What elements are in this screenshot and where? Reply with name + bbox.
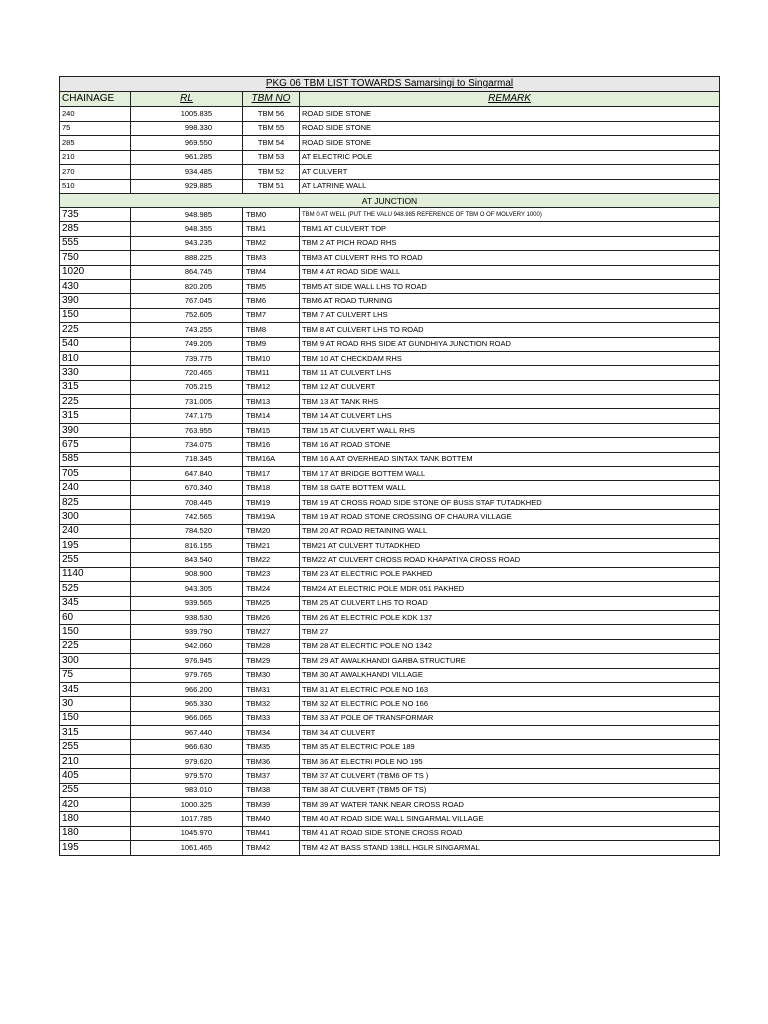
tbm-table bbox=[59, 76, 720, 856]
tbm-no-cell[interactable]: TBM30 bbox=[243, 668, 300, 682]
chainage-cell[interactable]: 405 bbox=[60, 769, 131, 783]
tbm-list-sheet bbox=[59, 76, 719, 856]
sheet-title-cell[interactable] bbox=[60, 77, 720, 92]
chainage-cell[interactable]: 30 bbox=[60, 697, 131, 711]
table-row bbox=[60, 107, 720, 122]
chainage-cell[interactable]: 540 bbox=[60, 337, 131, 351]
chainage-cell[interactable]: 210 bbox=[60, 150, 131, 165]
rl-cell[interactable]: 763.955 bbox=[131, 423, 243, 437]
table-row bbox=[60, 380, 720, 394]
rl-cell[interactable]: 979.620 bbox=[131, 754, 243, 768]
chainage-cell[interactable]: 150 bbox=[60, 308, 131, 322]
table-row bbox=[60, 121, 720, 136]
rl-cell[interactable]: 961.285 bbox=[131, 150, 243, 165]
title-row bbox=[60, 77, 720, 92]
tbm-no-cell[interactable]: TBM9 bbox=[243, 337, 300, 351]
table-row bbox=[60, 409, 720, 423]
rl-cell[interactable]: 743.255 bbox=[131, 323, 243, 337]
remark-cell[interactable]: TBM 33 AT POLE OF TRANSFORMAR bbox=[300, 711, 720, 725]
tbm-no-cell[interactable]: TBM4 bbox=[243, 265, 300, 279]
rl-cell[interactable]: 969.550 bbox=[131, 136, 243, 151]
tbm-no-cell[interactable]: TBM15 bbox=[243, 423, 300, 437]
tbm-no-cell[interactable]: TBM10 bbox=[243, 351, 300, 365]
remark-cell[interactable]: TBM22 AT CULVERT CROSS ROAD KHAPATIYA CROSS ROAD bbox=[300, 553, 720, 567]
chainage-cell[interactable]: 240 bbox=[60, 481, 131, 495]
tbm-no-cell[interactable]: TBM17 bbox=[243, 467, 300, 481]
chainage-cell[interactable]: 810 bbox=[60, 351, 131, 365]
tbm-no-cell[interactable]: TBM16 bbox=[243, 438, 300, 452]
remark-cell[interactable]: TBM21 AT CULVERT TUTADKHED bbox=[300, 538, 720, 552]
remark-cell[interactable]: TBM 11 AT CULVERT LHS bbox=[300, 366, 720, 380]
remark-cell[interactable]: TBM6 AT ROAD TURNING bbox=[300, 294, 720, 308]
remark-cell[interactable]: TBM 27 bbox=[300, 625, 720, 639]
remark-cell[interactable]: TBM 36 AT ELECTRI POLE NO 195 bbox=[300, 754, 720, 768]
tbm-no-cell[interactable]: TBM25 bbox=[243, 596, 300, 610]
remark-cell[interactable]: TBM 34 AT CULVERT bbox=[300, 726, 720, 740]
header-rl[interactable]: RL bbox=[131, 92, 243, 107]
tbm-no-cell[interactable]: TBM31 bbox=[243, 682, 300, 696]
chainage-cell[interactable]: 240 bbox=[60, 107, 131, 122]
table-row bbox=[60, 423, 720, 437]
rl-cell[interactable]: 784.520 bbox=[131, 524, 243, 538]
tbm-no-cell[interactable]: TBM26 bbox=[243, 610, 300, 624]
rl-cell[interactable]: 939.565 bbox=[131, 596, 243, 610]
rl-cell[interactable]: 843.540 bbox=[131, 553, 243, 567]
tbm-no-cell[interactable]: TBM40 bbox=[243, 812, 300, 826]
rl-cell[interactable]: 998.330 bbox=[131, 121, 243, 136]
remark-cell[interactable]: AT LATRINE WALL bbox=[300, 179, 720, 194]
table-row bbox=[60, 812, 720, 826]
table-row bbox=[60, 136, 720, 151]
rl-cell[interactable]: 979.570 bbox=[131, 769, 243, 783]
table-row bbox=[60, 639, 720, 653]
tbm-no-cell[interactable]: TBM8 bbox=[243, 323, 300, 337]
chainage-cell[interactable]: 315 bbox=[60, 409, 131, 423]
rl-cell[interactable]: 647.840 bbox=[131, 467, 243, 481]
chainage-cell[interactable]: 255 bbox=[60, 553, 131, 567]
remark-cell[interactable]: TBM 15 AT CULVERT WALL RHS bbox=[300, 423, 720, 437]
rl-cell[interactable]: 983.010 bbox=[131, 783, 243, 797]
tbm-no-cell[interactable]: TBM14 bbox=[243, 409, 300, 423]
tbm-no-cell[interactable]: TBM22 bbox=[243, 553, 300, 567]
tbm-no-cell[interactable]: TBM 55 bbox=[243, 121, 300, 136]
rl-cell[interactable]: 948.985 bbox=[131, 208, 243, 222]
table-row bbox=[60, 726, 720, 740]
table-row bbox=[60, 783, 720, 797]
remark-cell[interactable]: ROAD SIDE STONE bbox=[300, 121, 720, 136]
table-row bbox=[60, 553, 720, 567]
chainage-cell[interactable]: 180 bbox=[60, 826, 131, 840]
tbm-no-cell[interactable]: TBM0 bbox=[243, 208, 300, 222]
section-row bbox=[60, 194, 720, 208]
remark-cell[interactable]: ROAD SIDE STONE bbox=[300, 107, 720, 122]
rl-cell[interactable]: 718.345 bbox=[131, 452, 243, 466]
chainage-cell[interactable]: 555 bbox=[60, 236, 131, 250]
rl-cell[interactable]: 1061.465 bbox=[131, 841, 243, 855]
chainage-cell[interactable]: 225 bbox=[60, 395, 131, 409]
remark-cell[interactable]: AT ELECTRIC POLE bbox=[300, 150, 720, 165]
table-row bbox=[60, 236, 720, 250]
table-row bbox=[60, 524, 720, 538]
tbm-no-cell[interactable]: TBM12 bbox=[243, 380, 300, 394]
table-row bbox=[60, 265, 720, 279]
rl-cell[interactable]: 705.215 bbox=[131, 380, 243, 394]
table-row bbox=[60, 208, 720, 222]
chainage-cell[interactable]: 195 bbox=[60, 538, 131, 552]
table-row bbox=[60, 769, 720, 783]
table-row bbox=[60, 481, 720, 495]
rl-cell[interactable]: 816.155 bbox=[131, 538, 243, 552]
table-row bbox=[60, 668, 720, 682]
rl-cell[interactable]: 752.605 bbox=[131, 308, 243, 322]
rl-cell[interactable]: 979.765 bbox=[131, 668, 243, 682]
chainage-cell[interactable]: 210 bbox=[60, 754, 131, 768]
table-row bbox=[60, 179, 720, 194]
table-row bbox=[60, 625, 720, 639]
chainage-cell[interactable]: 585 bbox=[60, 452, 131, 466]
remark-cell[interactable]: TBM 30 AT AWALKHANDI VILLAGE bbox=[300, 668, 720, 682]
tbm-no-cell[interactable]: TBM7 bbox=[243, 308, 300, 322]
chainage-cell[interactable]: 150 bbox=[60, 711, 131, 725]
table-row bbox=[60, 366, 720, 380]
table-row bbox=[60, 452, 720, 466]
remark-cell[interactable]: TBM 42 AT BASS STAND 138LL HGLR SINGARMAL bbox=[300, 841, 720, 855]
chainage-cell[interactable]: 300 bbox=[60, 654, 131, 668]
rl-cell[interactable]: 734.075 bbox=[131, 438, 243, 452]
table-row bbox=[60, 251, 720, 265]
rl-cell[interactable]: 820.205 bbox=[131, 279, 243, 293]
rl-cell[interactable]: 742.565 bbox=[131, 510, 243, 524]
remark-cell[interactable]: TBM5 AT SIDE WALL LHS TO ROAD bbox=[300, 279, 720, 293]
remark-cell[interactable]: TBM24 AT ELECTRIC POLE MDR 051 PAKHED bbox=[300, 582, 720, 596]
table-row bbox=[60, 798, 720, 812]
remark-cell[interactable]: TBM 40 AT ROAD SIDE WALL SINGARMAL VILLAGE bbox=[300, 812, 720, 826]
tbm-no-cell[interactable]: TBM36 bbox=[243, 754, 300, 768]
tbm-no-cell[interactable]: TBM35 bbox=[243, 740, 300, 754]
remark-cell[interactable]: TBM 29 AT AWALKHANDI GARBA STRUCTURE bbox=[300, 654, 720, 668]
tbm-no-cell[interactable]: TBM11 bbox=[243, 366, 300, 380]
remark-cell[interactable]: TBM 18 GATE BOTTEM WALL bbox=[300, 481, 720, 495]
rl-cell[interactable]: 670.340 bbox=[131, 481, 243, 495]
table-row bbox=[60, 826, 720, 840]
rl-cell[interactable]: 731.005 bbox=[131, 395, 243, 409]
chainage-cell[interactable]: 150 bbox=[60, 625, 131, 639]
table-row bbox=[60, 150, 720, 165]
table-row bbox=[60, 438, 720, 452]
table-row bbox=[60, 654, 720, 668]
tbm-no-cell[interactable]: TBM38 bbox=[243, 783, 300, 797]
tbm-no-cell[interactable]: TBM 56 bbox=[243, 107, 300, 122]
tbm-no-cell[interactable]: TBM2 bbox=[243, 236, 300, 250]
header-remark[interactable]: REMARK bbox=[300, 92, 720, 107]
tbm-no-cell[interactable]: TBM34 bbox=[243, 726, 300, 740]
table-row bbox=[60, 308, 720, 322]
tbm-no-cell[interactable]: TBM1 bbox=[243, 222, 300, 236]
rl-cell[interactable]: 708.445 bbox=[131, 495, 243, 509]
tbm-no-cell[interactable]: TBM3 bbox=[243, 251, 300, 265]
rl-cell[interactable]: 888.225 bbox=[131, 251, 243, 265]
tbm-no-cell[interactable]: TBM19 bbox=[243, 495, 300, 509]
tbm-no-cell[interactable]: TBM21 bbox=[243, 538, 300, 552]
rl-cell[interactable]: 939.790 bbox=[131, 625, 243, 639]
chainage-cell[interactable]: 255 bbox=[60, 740, 131, 754]
remark-cell[interactable]: TBM 16 AT ROAD STONE bbox=[300, 438, 720, 452]
chainage-cell[interactable]: 60 bbox=[60, 610, 131, 624]
table-row bbox=[60, 165, 720, 180]
chainage-cell[interactable]: 390 bbox=[60, 294, 131, 308]
table-row bbox=[60, 711, 720, 725]
remark-cell[interactable]: TBM3 AT CULVERT RHS TO ROAD bbox=[300, 251, 720, 265]
rl-cell[interactable]: 1045.970 bbox=[131, 826, 243, 840]
table-row bbox=[60, 582, 720, 596]
tbm-no-cell[interactable]: TBM39 bbox=[243, 798, 300, 812]
table-row bbox=[60, 596, 720, 610]
rl-cell[interactable]: 767.045 bbox=[131, 294, 243, 308]
remark-cell[interactable]: AT CULVERT bbox=[300, 165, 720, 180]
remark-cell[interactable]: ROAD SIDE STONE bbox=[300, 136, 720, 151]
remark-cell[interactable]: TBM 31 AT ELECTRIC POLE NO 163 bbox=[300, 682, 720, 696]
rl-cell[interactable]: 720.465 bbox=[131, 366, 243, 380]
remark-cell[interactable]: TBM 12 AT CULVERT bbox=[300, 380, 720, 394]
chainage-cell[interactable]: 420 bbox=[60, 798, 131, 812]
chainage-cell[interactable]: 345 bbox=[60, 596, 131, 610]
table-row bbox=[60, 222, 720, 236]
remark-cell[interactable]: TBM 0 AT WELL (PUT THE VALU 948.985 REFERENCE OF TBM O OF MOLVERY 1000) bbox=[300, 208, 720, 222]
chainage-cell[interactable]: 705 bbox=[60, 467, 131, 481]
tbm-no-cell[interactable]: TBM19A bbox=[243, 510, 300, 524]
remark-cell[interactable]: TBM1 AT CULVERT TOP bbox=[300, 222, 720, 236]
table-row bbox=[60, 467, 720, 481]
tbm-no-cell[interactable]: TBM20 bbox=[243, 524, 300, 538]
chainage-cell[interactable]: 195 bbox=[60, 841, 131, 855]
table-row bbox=[60, 495, 720, 509]
chainage-cell[interactable]: 225 bbox=[60, 323, 131, 337]
table-row bbox=[60, 740, 720, 754]
tbm-no-cell[interactable]: TBM 54 bbox=[243, 136, 300, 151]
table-row bbox=[60, 682, 720, 696]
remark-cell[interactable]: TBM 13 AT TANK RHS bbox=[300, 395, 720, 409]
table-row bbox=[60, 395, 720, 409]
tbm-no-cell[interactable]: TBM32 bbox=[243, 697, 300, 711]
remark-cell[interactable]: TBM 8 AT CULVERT LHS TO ROAD bbox=[300, 323, 720, 337]
rl-cell[interactable]: 747.175 bbox=[131, 409, 243, 423]
chainage-cell[interactable]: 285 bbox=[60, 136, 131, 151]
tbm-no-cell[interactable]: TBM41 bbox=[243, 826, 300, 840]
rl-cell[interactable]: 965.330 bbox=[131, 697, 243, 711]
remark-cell[interactable]: TBM 14 AT CULVERT LHS bbox=[300, 409, 720, 423]
rl-cell[interactable]: 966.200 bbox=[131, 682, 243, 696]
chainage-cell[interactable]: 240 bbox=[60, 524, 131, 538]
chainage-cell[interactable]: 315 bbox=[60, 726, 131, 740]
header-chainage[interactable]: CHAINAGE bbox=[60, 92, 131, 107]
table-row bbox=[60, 538, 720, 552]
section-label[interactable]: AT JUNCTION bbox=[60, 194, 720, 208]
rl-cell[interactable]: 1017.785 bbox=[131, 812, 243, 826]
table-row bbox=[60, 841, 720, 855]
rl-cell[interactable]: 967.440 bbox=[131, 726, 243, 740]
chainage-cell[interactable]: 300 bbox=[60, 510, 131, 524]
chainage-cell[interactable]: 430 bbox=[60, 279, 131, 293]
remark-cell[interactable]: TBM 37 AT CULVERT (TBM6 OF TS ) bbox=[300, 769, 720, 783]
header-row bbox=[60, 92, 720, 107]
rl-cell[interactable]: 1005.835 bbox=[131, 107, 243, 122]
table-row bbox=[60, 697, 720, 711]
chainage-cell[interactable]: 525 bbox=[60, 582, 131, 596]
remark-cell[interactable]: TBM 16 A AT OVERHEAD SINTAX TANK BOTTEM bbox=[300, 452, 720, 466]
tbm-no-cell[interactable]: TBM 52 bbox=[243, 165, 300, 180]
remark-cell[interactable]: TBM 32 AT ELECTRIC POLE NO 166 bbox=[300, 697, 720, 711]
rl-cell[interactable]: 749.205 bbox=[131, 337, 243, 351]
remark-cell[interactable]: TBM 17 AT BRIDGE BOTTEM WALL bbox=[300, 467, 720, 481]
rl-cell[interactable]: 942.060 bbox=[131, 639, 243, 653]
remark-cell[interactable]: TBM 38 AT CULVERT (TBM5 OF TS) bbox=[300, 783, 720, 797]
remark-cell[interactable]: TBM 39 AT WATER TANK NEAR CROSS ROAD bbox=[300, 798, 720, 812]
tbm-no-cell[interactable]: TBM28 bbox=[243, 639, 300, 653]
rl-cell[interactable]: 943.235 bbox=[131, 236, 243, 250]
remark-cell[interactable]: TBM 19 AT CROSS ROAD SIDE STONE OF BUSS STAF TUTADKHED bbox=[300, 495, 720, 509]
chainage-cell[interactable]: 75 bbox=[60, 668, 131, 682]
table-row bbox=[60, 351, 720, 365]
table-row bbox=[60, 294, 720, 308]
rl-cell[interactable]: 864.745 bbox=[131, 265, 243, 279]
remark-cell[interactable]: TBM 41 AT ROAD SIDE STONE CROSS ROAD bbox=[300, 826, 720, 840]
rl-cell[interactable]: 908.900 bbox=[131, 567, 243, 581]
rl-cell[interactable]: 966.065 bbox=[131, 711, 243, 725]
remark-cell[interactable]: TBM 35 AT ELECTRIC POLE 189 bbox=[300, 740, 720, 754]
chainage-cell[interactable]: 330 bbox=[60, 366, 131, 380]
remark-cell[interactable]: TBM 9 AT ROAD RHS SIDE AT GUNDHIYA JUNCTION ROAD bbox=[300, 337, 720, 351]
tbm-no-cell[interactable]: TBM33 bbox=[243, 711, 300, 725]
chainage-cell[interactable]: 255 bbox=[60, 783, 131, 797]
remark-cell[interactable]: TBM 20 AT ROAD RETAINING WALL bbox=[300, 524, 720, 538]
table-row bbox=[60, 567, 720, 581]
chainage-cell[interactable]: 1020 bbox=[60, 265, 131, 279]
rl-cell[interactable]: 929.885 bbox=[131, 179, 243, 194]
chainage-cell[interactable]: 750 bbox=[60, 251, 131, 265]
chainage-cell[interactable]: 180 bbox=[60, 812, 131, 826]
table-row bbox=[60, 279, 720, 293]
tbm-no-cell[interactable]: TBM24 bbox=[243, 582, 300, 596]
tbm-no-cell[interactable]: TBM37 bbox=[243, 769, 300, 783]
tbm-no-cell[interactable]: TBM 51 bbox=[243, 179, 300, 194]
chainage-cell[interactable]: 315 bbox=[60, 380, 131, 394]
tbm-no-cell[interactable]: TBM13 bbox=[243, 395, 300, 409]
chainage-cell[interactable]: 735 bbox=[60, 208, 131, 222]
chainage-cell[interactable]: 510 bbox=[60, 179, 131, 194]
tbm-no-cell[interactable]: TBM 53 bbox=[243, 150, 300, 165]
tbm-no-cell[interactable]: TBM27 bbox=[243, 625, 300, 639]
remark-cell[interactable]: TBM 7 AT CULVERT LHS bbox=[300, 308, 720, 322]
table-row bbox=[60, 323, 720, 337]
header-tbm-no[interactable]: TBM NO bbox=[243, 92, 300, 107]
chainage-cell[interactable]: 285 bbox=[60, 222, 131, 236]
rl-cell[interactable]: 943.305 bbox=[131, 582, 243, 596]
remark-cell[interactable]: TBM 23 AT ELECTRIC POLE PAKHED bbox=[300, 567, 720, 581]
rl-cell[interactable]: 934.485 bbox=[131, 165, 243, 180]
rl-cell[interactable]: 966.630 bbox=[131, 740, 243, 754]
remark-cell[interactable]: TBM 25 AT CULVERT LHS TO ROAD bbox=[300, 596, 720, 610]
chainage-cell[interactable]: 345 bbox=[60, 682, 131, 696]
chainage-cell[interactable]: 390 bbox=[60, 423, 131, 437]
table-row bbox=[60, 754, 720, 768]
tbm-no-cell[interactable]: TBM42 bbox=[243, 841, 300, 855]
remark-cell[interactable]: TBM 10 AT CHECKDAM RHS bbox=[300, 351, 720, 365]
chainage-cell[interactable]: 75 bbox=[60, 121, 131, 136]
tbm-no-cell[interactable]: TBM6 bbox=[243, 294, 300, 308]
chainage-cell[interactable]: 825 bbox=[60, 495, 131, 509]
chainage-cell[interactable]: 1140 bbox=[60, 567, 131, 581]
rl-cell[interactable]: 948.355 bbox=[131, 222, 243, 236]
remark-cell[interactable]: TBM 2 AT PICH ROAD RHS bbox=[300, 236, 720, 250]
remark-cell[interactable]: TBM 26 AT ELECTRIC POLE KDK 137 bbox=[300, 610, 720, 624]
tbm-no-cell[interactable]: TBM23 bbox=[243, 567, 300, 581]
rl-cell[interactable]: 976.945 bbox=[131, 654, 243, 668]
table-row bbox=[60, 337, 720, 351]
sheet-title: PKG 06 TBM LIST TOWARDS Samarsingi to Singarmal bbox=[265, 78, 514, 89]
remark-cell[interactable]: TBM 4 AT ROAD SIDE WALL bbox=[300, 265, 720, 279]
tbm-no-cell[interactable]: TBM5 bbox=[243, 279, 300, 293]
rl-cell[interactable]: 938.530 bbox=[131, 610, 243, 624]
rl-cell[interactable]: 739.775 bbox=[131, 351, 243, 365]
rl-cell[interactable]: 1000.325 bbox=[131, 798, 243, 812]
chainage-cell[interactable]: 675 bbox=[60, 438, 131, 452]
remark-cell[interactable]: TBM 19 AT ROAD STONE CROSSING OF CHAURA VILLAGE bbox=[300, 510, 720, 524]
tbm-no-cell[interactable]: TBM18 bbox=[243, 481, 300, 495]
table-row bbox=[60, 610, 720, 624]
remark-cell[interactable]: TBM 28 AT ELECRTIC POLE NO 1342 bbox=[300, 639, 720, 653]
tbm-no-cell[interactable]: TBM16A bbox=[243, 452, 300, 466]
chainage-cell[interactable]: 270 bbox=[60, 165, 131, 180]
chainage-cell[interactable]: 225 bbox=[60, 639, 131, 653]
table-row bbox=[60, 510, 720, 524]
tbm-no-cell[interactable]: TBM29 bbox=[243, 654, 300, 668]
